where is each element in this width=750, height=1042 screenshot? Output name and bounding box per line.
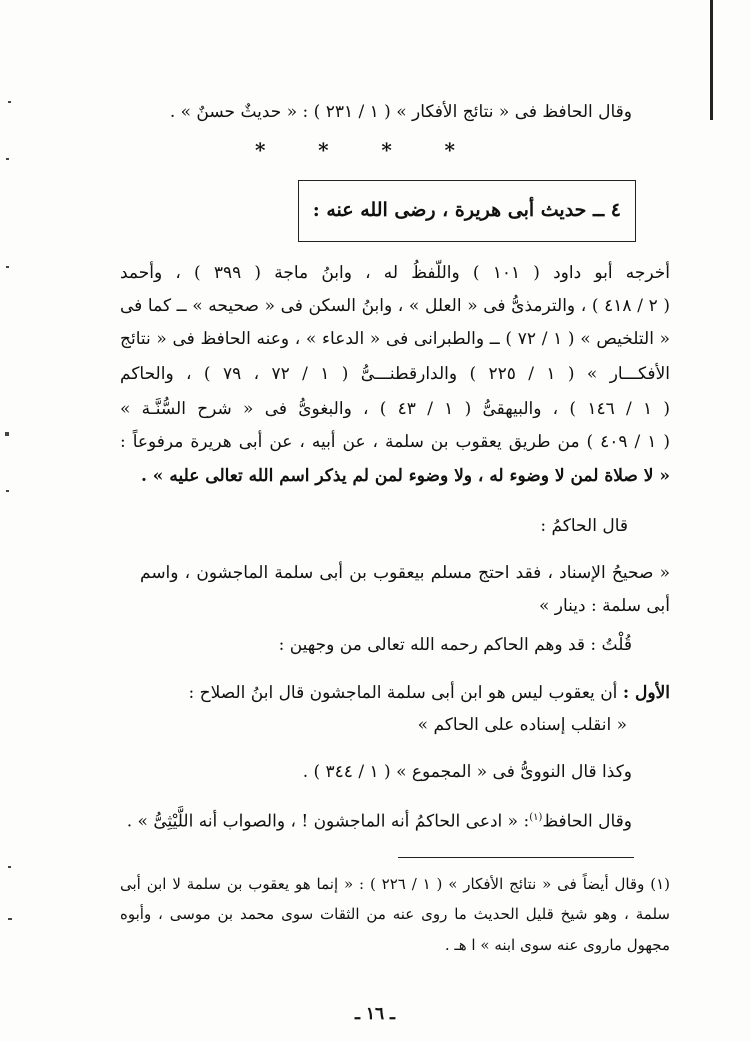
nawawi-line: وكذا قال النووىُّ فى « المجموع » ( ١ / ٣٤٤ ) . <box>302 762 632 782</box>
footnote-marker: (١) <box>529 812 543 823</box>
scan-speck <box>6 266 9 268</box>
hakim-quote-line: أبى سلمة : دينار » <box>538 596 670 616</box>
section-heading-box <box>298 180 636 242</box>
separator-star: * <box>381 138 392 162</box>
qultu-line: قُلْتُ : قد وهم الحاكم رحمه الله تعالى من وجهين : <box>278 635 632 655</box>
hafiz-quote: : « ادعى الحاكمُ أنه الماجشون ! ، والصواب أنه اللَّيْثِىُّ » . <box>126 811 530 832</box>
hadith-text: « لا صلاة لمن لا وضوء له ، ولا وضوء لمن لم يذكر اسم الله تعالى عليه » . <box>140 466 670 486</box>
paragraph-line: الأفكـــار » ( ١ / ٢٢٥ ) والدارقطنـــىُّ ( ١ / ٧٢ ، ٧٩ ) ، والحاكم <box>120 364 670 384</box>
intro-line: وقال الحافظ فى « نتائج الأفكار » ( ١ / ٢٣١ ) : « حديثٌ حسنٌ » . <box>169 102 632 122</box>
scan-speck <box>6 158 9 160</box>
hafiz-line <box>127 806 632 834</box>
paragraph-line: أخرجه أبو داود ( ١٠١ ) واللّفظُ له ، وابنُ ماجة ( ٣٩٩ ) ، وأحمد <box>120 263 670 283</box>
footnote-line: (١) وقال أيضاً فى « نتائج الأفكار » ( ١ / ٢٢٦ ) : « إنما هو يعقوب بن سلمة لا ابن أبى <box>120 875 670 893</box>
scan-speck <box>6 490 9 492</box>
separator-star: * <box>255 138 266 162</box>
footnote-line: مجهول ماروى عنه سوى ابنه » ا هـ . <box>444 936 670 954</box>
separator-star: * <box>318 138 329 162</box>
first-point-label: الأول : <box>622 683 670 703</box>
scan-speck <box>8 918 12 920</box>
scan-speck <box>8 101 11 103</box>
scan-speck <box>8 866 11 868</box>
scan-speck <box>5 432 9 436</box>
paragraph-line: « التلخيص » ( ١ / ٧٢ ) ــ والطبرانى فى « الدعاء » ، وعنه الحافظ فى « نتائج <box>120 329 671 349</box>
paragraph-line: ( ١ / ١٤٦ ) ، والبيهقىُّ ( ١ / ٤٣ ) ، والبغوىُّ فى « شرح السُّنَّـة » <box>120 399 670 419</box>
separator-star: * <box>444 138 455 162</box>
section-heading: ٤ ــ حديث أبى هريرة ، رضى الله عنه : <box>312 199 621 221</box>
footnote-separator <box>398 857 634 858</box>
first-point-text: أن يعقوب ليس هو ابن أبى سلمة الماجشون قال ابنُ الصلاح : <box>188 683 623 703</box>
hakim-quote-line: « صحيحُ الإسناد ، فقد احتج مسلم بيعقوب بن أبى سلمة الماجشون ، واسم <box>140 563 670 583</box>
paragraph-line: ( ٢ / ٤١٨ ) ، والترمذىُّ فى « العلل » ، وابنُ السكن فى « صحيحه » ــ كما فى <box>120 296 670 316</box>
hakim-said: قال الحاكمُ : <box>540 516 628 536</box>
paragraph-line: ( ١ / ٤٠٩ ) من طريق يعقوب بن سلمة ، عن أبيه ، عن أبى هريرة مرفوعاً : <box>120 432 670 452</box>
page-number: ـ ١٦ ـ <box>354 1004 396 1024</box>
section-separator <box>255 138 455 162</box>
scan-edge-line <box>710 0 713 120</box>
first-point-quote: « انقلب إسناده على الحاكم » <box>417 715 627 735</box>
footnote-line: سلمة ، وهو شيخ قليل الحديث ما روى عنه من الثقات سوى محمد بن موسى ، وأبوه <box>120 905 670 923</box>
hafiz-prefix: وقال الحافظ <box>542 811 632 832</box>
first-point <box>188 681 670 705</box>
